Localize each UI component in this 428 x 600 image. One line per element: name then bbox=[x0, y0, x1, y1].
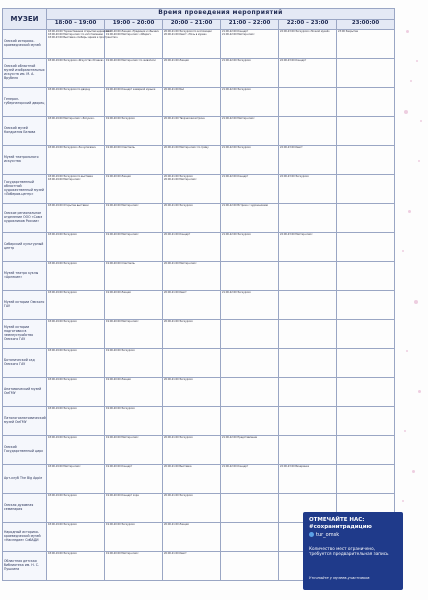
schedule-cell bbox=[221, 291, 279, 320]
schedule-cell bbox=[105, 291, 163, 320]
schedule-cell bbox=[279, 59, 337, 88]
decorative-dot bbox=[406, 350, 408, 352]
museum-row bbox=[3, 291, 395, 320]
schedule-cell bbox=[221, 175, 279, 204]
schedule-cell bbox=[105, 494, 163, 523]
event-entry: 19:00-20:00 Спектакль bbox=[106, 262, 135, 265]
event-entry: 18:00-20:00 Мастер-класс по изготовлению bbox=[48, 33, 104, 36]
event-entry: 19:00-20:00 Лекция bbox=[106, 378, 131, 381]
schedule-cell bbox=[337, 262, 395, 291]
schedule-cell bbox=[163, 378, 221, 407]
schedule-cell bbox=[47, 494, 105, 523]
event-entry: 19:00-20:00 Концерт камерной музыки bbox=[106, 88, 156, 91]
decorative-dot bbox=[408, 210, 411, 213]
event-entry: 18:00-19:00 Экскурсия bbox=[48, 320, 77, 323]
event-entry: 19:00-20:00 Экскурсия bbox=[106, 407, 135, 410]
museum-column-header: МУЗЕИ bbox=[3, 9, 47, 30]
schedule-cell bbox=[221, 378, 279, 407]
event-entry: 19:00-20:00 Мастер-класс по живописи bbox=[106, 59, 156, 62]
museum-row bbox=[3, 436, 395, 465]
schedule-cell bbox=[105, 59, 163, 88]
event-entry: 18:00-19:00 Экскурсия по выставке bbox=[48, 175, 93, 178]
event-entry: 20:00-21:00 Мастер-класс bbox=[164, 178, 197, 181]
schedule-cell bbox=[47, 175, 105, 204]
schedule-cell bbox=[163, 204, 221, 233]
schedule-cell bbox=[221, 552, 279, 581]
schedule-cell bbox=[163, 436, 221, 465]
schedule-cell bbox=[47, 291, 105, 320]
event-entry: 19:00-20:00 Спектакль bbox=[106, 146, 135, 149]
event-entry: 20:00-21:00 Мастер-класс bbox=[164, 262, 197, 265]
schedule-cell bbox=[105, 378, 163, 407]
event-entry: 18:00-19:00 Экскурсия «Искусство XX века» bbox=[48, 59, 104, 62]
event-entry: 21:00-22:00 Мастер-класс bbox=[222, 117, 255, 120]
schedule-cell bbox=[163, 117, 221, 146]
schedule-cell bbox=[163, 494, 221, 523]
schedule-cell bbox=[337, 436, 395, 465]
decorative-dot bbox=[410, 80, 412, 82]
schedule-cell bbox=[221, 494, 279, 523]
decorative-dot bbox=[402, 500, 404, 502]
event-entry: 22:00-23:00 Мастер-класс bbox=[280, 233, 313, 236]
schedule-cell bbox=[47, 465, 105, 494]
schedule-cell bbox=[221, 88, 279, 117]
event-entry: 19:00-20:00 Мастер-класс bbox=[106, 204, 139, 207]
event-entry: 21:00-22:00 Концерт bbox=[222, 465, 249, 468]
schedule-cell bbox=[279, 88, 337, 117]
schedule-cell bbox=[105, 320, 163, 349]
time-slot-header: 18:00 – 19:00 bbox=[47, 20, 105, 30]
schedule-cell bbox=[337, 117, 395, 146]
event-entry: 21:00-22:00 Экскурсия bbox=[222, 59, 251, 62]
schedule-cell bbox=[337, 30, 395, 59]
event-entry: 20:00-21:00 Экскурсия bbox=[164, 436, 193, 439]
schedule-cell bbox=[163, 59, 221, 88]
schedule-cell bbox=[47, 407, 105, 436]
schedule-cell bbox=[163, 262, 221, 291]
museum-row bbox=[3, 349, 395, 378]
event-entry: 19:00-20:00 Мастер-класс bbox=[106, 233, 139, 236]
event-entry: 19:00-20:00 Концерт хора bbox=[106, 494, 139, 497]
schedule-cell bbox=[105, 175, 163, 204]
museum-row bbox=[3, 465, 395, 494]
museum-name: Анатомический музей ОмГМУ bbox=[3, 378, 47, 407]
schedule-cell bbox=[221, 30, 279, 59]
event-entry: 18:00-19:00 Экскурсия bbox=[48, 436, 77, 439]
event-entry: 20:00-21:00 Экскурсия bbox=[164, 494, 193, 497]
schedule-cell bbox=[221, 320, 279, 349]
museum-row bbox=[3, 175, 395, 204]
promo-box bbox=[303, 512, 403, 590]
museum-name: Сибирский культурный центр bbox=[3, 233, 47, 262]
museum-row bbox=[3, 262, 395, 291]
event-entry: 18:00-19:00 Экскурсия bbox=[48, 523, 77, 526]
schedule-cell bbox=[279, 30, 337, 59]
schedule-cell bbox=[337, 88, 395, 117]
event-entry: 18:00-19:00 Экскурсия bbox=[48, 494, 77, 497]
event-entry: 20:00-21:00 Экскурсия bbox=[164, 378, 193, 381]
schedule-cell bbox=[337, 175, 395, 204]
schedule-cell bbox=[163, 349, 221, 378]
museum-row bbox=[3, 407, 395, 436]
museum-name: Генерал-губернаторский дворец bbox=[3, 88, 47, 117]
promo-handle-row bbox=[309, 532, 339, 538]
museum-row bbox=[3, 59, 395, 88]
event-entry: 20:00-21:00 Экскурсия bbox=[164, 175, 193, 178]
schedule-cell bbox=[337, 378, 395, 407]
schedule-cell bbox=[105, 523, 163, 552]
event-entry: 19:00-20:00 Мастер-класс bbox=[106, 436, 139, 439]
museum-name: Народный историко-краеведческий музей «Наследие» СибАДИ bbox=[3, 523, 47, 552]
event-entry: 21:00-22:00 Концерт bbox=[222, 30, 249, 33]
schedule-cell bbox=[279, 204, 337, 233]
schedule-cell bbox=[279, 233, 337, 262]
schedule-cell bbox=[279, 291, 337, 320]
schedule-cell bbox=[279, 465, 337, 494]
museum-name: Омский Государственный цирк bbox=[3, 436, 47, 465]
decorative-dots bbox=[398, 0, 428, 600]
schedule-cell bbox=[221, 59, 279, 88]
schedule-cell bbox=[337, 407, 395, 436]
museum-name: Музей истории Омского ГАУ bbox=[3, 291, 47, 320]
museum-row bbox=[3, 204, 395, 233]
schedule-cell bbox=[221, 146, 279, 175]
museum-name: Музей театра куклы «Арлекин» bbox=[3, 262, 47, 291]
event-entry: 18:00-19:00 Экскурсия по дворцу bbox=[48, 88, 91, 91]
schedule-cell bbox=[337, 204, 395, 233]
event-entry: 21:00-22:00 Экскурсия bbox=[222, 146, 251, 149]
museum-row bbox=[3, 117, 395, 146]
decorative-dot bbox=[402, 250, 404, 252]
event-entry: 21:00-22:00 Представление bbox=[222, 436, 258, 439]
schedule-cell bbox=[163, 407, 221, 436]
museum-name: Патологоанатомический музей ОмГМУ bbox=[3, 407, 47, 436]
schedule-cell bbox=[337, 59, 395, 88]
schedule-cell bbox=[279, 407, 337, 436]
event-entry: 19:00-20:00 Мастер-класс bbox=[106, 320, 139, 323]
museum-name: Музей истории подготовки в землеустройство Омского ГАУ bbox=[3, 320, 47, 349]
promo-title: ОТМЕЧАЙТЕ НАС: #сохранитрадицию bbox=[309, 517, 372, 530]
event-entry: 18:00-19:00 Мастер-класс bbox=[48, 178, 81, 181]
schedule-cell bbox=[221, 117, 279, 146]
decorative-dot bbox=[412, 470, 415, 473]
promo-note: Количество мест ограничено, требуется предварительная запись bbox=[309, 546, 389, 556]
museum-row bbox=[3, 320, 395, 349]
event-entry: 20:00-21:00 Лекция bbox=[164, 59, 189, 62]
schedule-cell bbox=[47, 320, 105, 349]
museum-row bbox=[3, 88, 395, 117]
museum-name: Омский музей Кондратия Белова bbox=[3, 117, 47, 146]
schedule-cell bbox=[163, 291, 221, 320]
event-entry: 19:00-20:00 Экскурсия bbox=[106, 117, 135, 120]
decorative-dot bbox=[418, 160, 420, 162]
event-entry: 20:00-21:00 Квест bbox=[164, 552, 187, 555]
event-entry: 18:00-23:00 Выставка «Сибирь: время и пространство» bbox=[48, 36, 118, 39]
event-entry: 18:00-19:00 Экскурсия «За кулисами» bbox=[48, 146, 97, 149]
schedule-cell bbox=[163, 233, 221, 262]
event-entry: 20:00-21:00 Экскурсия по экспозиции bbox=[164, 30, 212, 33]
event-entry: 18:00-19:00 Мастер-класс «Рисунок» bbox=[48, 117, 95, 120]
schedule-cell bbox=[47, 204, 105, 233]
schedule-cell bbox=[337, 291, 395, 320]
decorative-dot bbox=[414, 300, 418, 304]
event-entry: 19:00-20:00 Лекция bbox=[106, 175, 131, 178]
event-entry: 21:00-22:00 Экскурсия bbox=[222, 233, 251, 236]
schedule-cell bbox=[163, 523, 221, 552]
event-entry: 21:00-22:00 Экскурсия bbox=[222, 291, 251, 294]
schedule-cell bbox=[105, 88, 163, 117]
museum-row bbox=[3, 146, 395, 175]
event-entry: 20:00-21:00 Бал bbox=[164, 88, 185, 91]
schedule-cell bbox=[279, 320, 337, 349]
event-entry: 18:00-19:00 Торжественная открытая церемония bbox=[48, 30, 111, 33]
promo-handle[interactable]: tur_omsk bbox=[316, 532, 340, 538]
schedule-cell bbox=[279, 146, 337, 175]
decorative-dot bbox=[416, 60, 418, 62]
event-entry: 19:00-20:00 Концерт bbox=[106, 465, 133, 468]
schedule-cell bbox=[221, 436, 279, 465]
schedule-cell bbox=[221, 407, 279, 436]
schedule-cell bbox=[221, 204, 279, 233]
telegram-icon bbox=[309, 532, 314, 537]
schedule-cell bbox=[163, 146, 221, 175]
time-slot-header: 23:00:00 bbox=[337, 20, 395, 30]
event-entry: 20:00-21:00 Выставка bbox=[164, 465, 192, 468]
schedule-cell bbox=[105, 146, 163, 175]
schedule-cell bbox=[221, 465, 279, 494]
decorative-dot bbox=[404, 110, 408, 114]
event-entry: 22:00-23:00 Концерт bbox=[280, 59, 307, 62]
schedule-cell bbox=[337, 233, 395, 262]
event-entry: 20:00-21:00 Творческая встреча bbox=[164, 117, 205, 120]
museum-name: Областная детская библиотека им. Н. С. Пушкина bbox=[3, 552, 47, 581]
schedule-cell bbox=[279, 378, 337, 407]
event-entry: 20:00-21:00 Экскурсия bbox=[164, 320, 193, 323]
schedule-cell bbox=[47, 436, 105, 465]
event-entry: 22:00-23:00 Экскурсия bbox=[280, 175, 309, 178]
schedule-cell bbox=[337, 320, 395, 349]
schedule-cell bbox=[221, 523, 279, 552]
schedule-cell bbox=[105, 262, 163, 291]
event-entry: 18:00-19:00 Экскурсия bbox=[48, 407, 77, 410]
time-slot-header: 22:00 – 23:00 bbox=[279, 20, 337, 30]
museum-row bbox=[3, 30, 395, 59]
schedule-cell bbox=[105, 117, 163, 146]
promo-footer: Уточняйте у музеев-участников bbox=[309, 576, 370, 580]
event-entry: 20:00-21:00 Квест bbox=[164, 291, 187, 294]
event-entry: 19:00-20:00 Лекция «Традиции и обычаи» bbox=[106, 30, 160, 33]
museum-row bbox=[3, 233, 395, 262]
event-entry: 18:00-19:00 Экскурсия bbox=[48, 378, 77, 381]
event-entry: 22:00-23:00 Вечеринка bbox=[280, 465, 309, 468]
event-entry: 19:00-20:00 Экскурсия bbox=[106, 523, 135, 526]
time-slot-header: 19:00 – 20:00 bbox=[105, 20, 163, 30]
event-entry: 18:00-19:00 Открытие выставки bbox=[48, 204, 89, 207]
event-entry: 20:00-21:00 Мастер-класс по гриму bbox=[164, 146, 209, 149]
event-entry: 18:00-19:00 Экскурсия bbox=[48, 552, 77, 555]
event-entry: 18:00-19:00 Экскурсия bbox=[48, 349, 77, 352]
schedule-cell bbox=[279, 436, 337, 465]
schedule-cell bbox=[47, 378, 105, 407]
schedule-cell bbox=[105, 349, 163, 378]
event-entry: 18:00-19:00 Экскурсия bbox=[48, 291, 77, 294]
event-entry: 20:00-21:00 Экскурсия bbox=[164, 204, 193, 207]
event-entry: 21:00-22:00 Встреча с художниками bbox=[222, 204, 268, 207]
event-entry: 18:00-19:00 Экскурсия bbox=[48, 233, 77, 236]
decorative-dot bbox=[404, 430, 406, 432]
museum-name: Омская духовная семинария bbox=[3, 494, 47, 523]
event-entry: 20:00-21:00 Концерт bbox=[164, 233, 191, 236]
event-entry: 19:00-20:00 Лекция bbox=[106, 291, 131, 294]
schedule-title: Время проведения мероприятий bbox=[47, 9, 395, 20]
schedule-cell bbox=[279, 175, 337, 204]
event-entry: 22:00-23:00 Экскурсия «Ночной музей» bbox=[280, 30, 330, 33]
schedule-cell bbox=[163, 552, 221, 581]
schedule-cell bbox=[279, 349, 337, 378]
schedule-cell bbox=[47, 262, 105, 291]
event-entry: 20:00-21:00 Лекция bbox=[164, 523, 189, 526]
schedule-cell bbox=[337, 465, 395, 494]
schedule-table bbox=[2, 8, 395, 581]
schedule-cell bbox=[105, 407, 163, 436]
museum-name: Арт-клуб The Big Apple bbox=[3, 465, 47, 494]
schedule-cell bbox=[163, 30, 221, 59]
schedule-cell bbox=[105, 436, 163, 465]
schedule-cell bbox=[163, 320, 221, 349]
event-entry: 23:00 Закрытие bbox=[338, 30, 358, 33]
event-entry: 18:00-19:00 Экскурсия bbox=[48, 262, 77, 265]
event-entry: 19:00-20:00 Экскурсия bbox=[106, 349, 135, 352]
event-entry: 21:00-22:00 Концерт bbox=[222, 175, 249, 178]
event-entry: 20:00-21:00 Квест «Ночь в музее» bbox=[164, 33, 207, 36]
schedule-cell bbox=[105, 552, 163, 581]
museum-name: Омский областной музей изобразительных искусств им. М. А. Врубеля bbox=[3, 59, 47, 88]
schedule-cell bbox=[47, 552, 105, 581]
schedule-cell bbox=[163, 88, 221, 117]
schedule-cell bbox=[47, 59, 105, 88]
time-slot-header: 20:00 – 21:00 bbox=[163, 20, 221, 30]
museum-row bbox=[3, 378, 395, 407]
museum-name: Омский историко-краеведческий музей bbox=[3, 30, 47, 59]
schedule-cell bbox=[279, 262, 337, 291]
schedule-cell bbox=[221, 233, 279, 262]
schedule-cell bbox=[337, 146, 395, 175]
schedule-cell bbox=[47, 349, 105, 378]
schedule-cell bbox=[47, 233, 105, 262]
event-entry: 19:00-20:00 Мастер-класс «Оберег» bbox=[106, 33, 152, 36]
museum-name: Ботанический сад Омского ГАУ bbox=[3, 349, 47, 378]
schedule-cell bbox=[47, 30, 118, 59]
schedule-cell bbox=[221, 349, 279, 378]
event-entry: 22:00-23:00 Квест bbox=[280, 146, 303, 149]
event-entry: 21:00-22:00 Мастер-класс bbox=[222, 33, 255, 36]
schedule-cell bbox=[47, 523, 105, 552]
schedule-cell bbox=[337, 349, 395, 378]
schedule-cell bbox=[105, 233, 163, 262]
schedule-cell bbox=[47, 117, 105, 146]
decorative-dot bbox=[420, 120, 422, 122]
schedule-cell bbox=[47, 146, 105, 175]
schedule-cell bbox=[105, 204, 163, 233]
schedule-cell bbox=[163, 175, 221, 204]
schedule-cell bbox=[221, 262, 279, 291]
museum-name: Омское региональное отделение ООО «Союз художников России» bbox=[3, 204, 47, 233]
decorative-dot bbox=[418, 390, 421, 393]
decorative-dot bbox=[406, 30, 409, 33]
schedule-cell bbox=[105, 30, 163, 59]
event-entry: 19:00-20:00 Мастер-класс bbox=[106, 552, 139, 555]
event-entry: 21:00-22:00 Экскурсия bbox=[222, 88, 251, 91]
museum-name: Музей театрального искусства bbox=[3, 146, 47, 175]
time-slot-header: 21:00 – 22:00 bbox=[221, 20, 279, 30]
schedule-cell bbox=[279, 117, 337, 146]
schedule-cell bbox=[105, 465, 163, 494]
museum-name: Государственный областной художественный музей «Либеров-центр» bbox=[3, 175, 47, 204]
schedule-cell bbox=[163, 465, 221, 494]
event-entry: 18:00-19:00 Мастер-класс bbox=[48, 465, 81, 468]
schedule-cell bbox=[47, 88, 105, 117]
